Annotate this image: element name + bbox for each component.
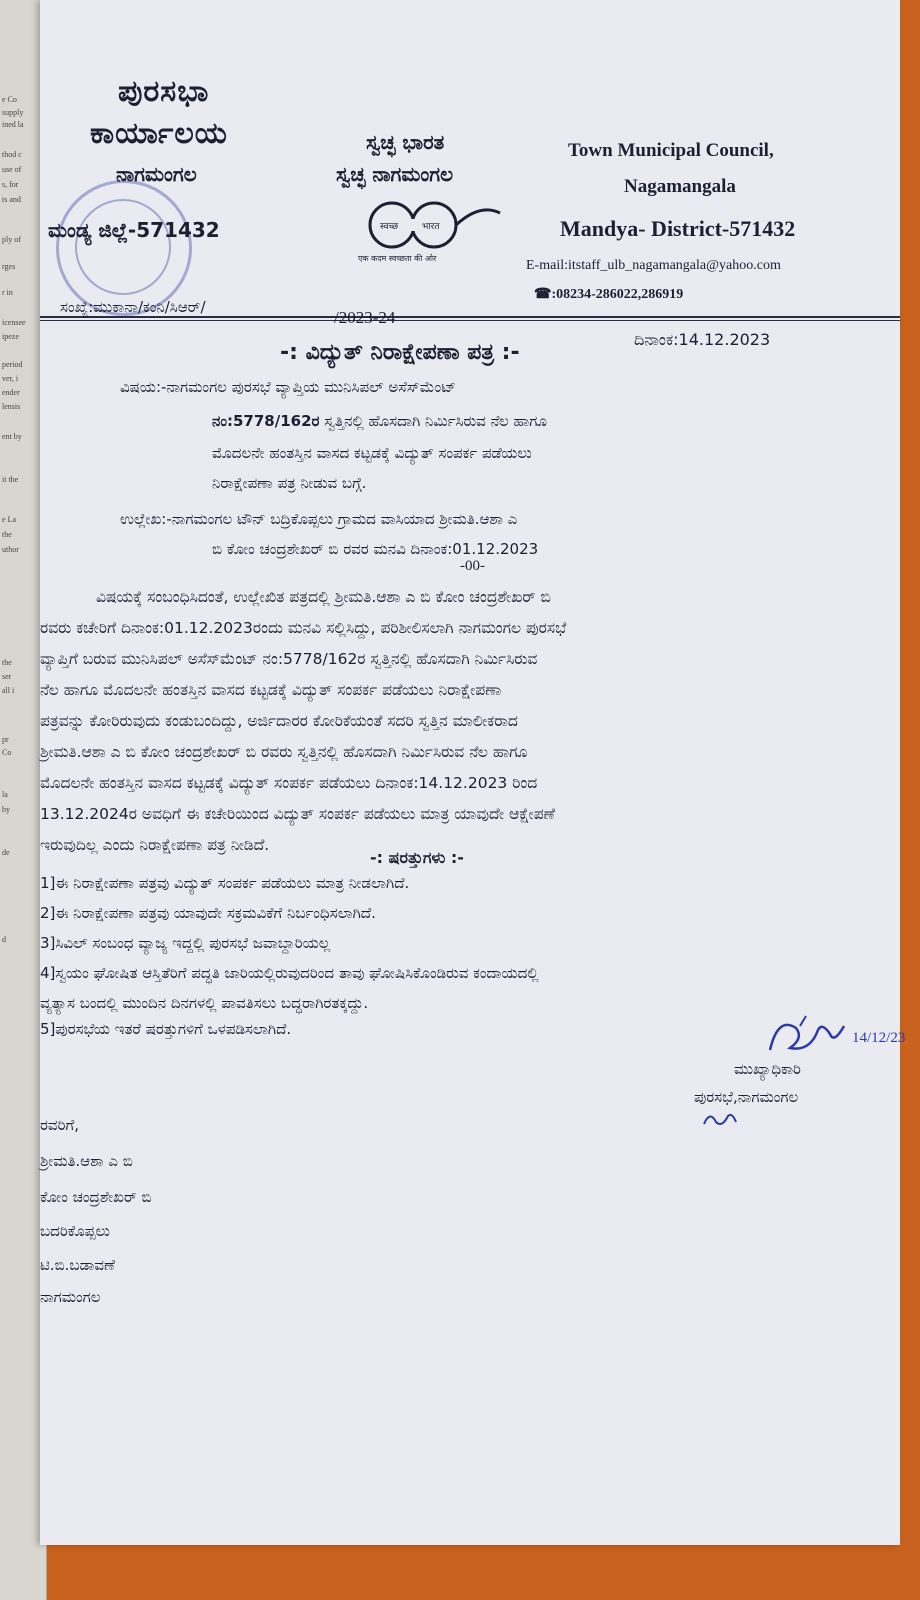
sheet-fragment: lensis [2,402,21,411]
district-english: Mandya- District-571432 [560,216,796,241]
sheet-fragment: e Co [2,95,17,104]
paragraph-line: ನೆಲ ಹಾಗೂ ಮೊದಲನೇ ಹಂತಸ್ತಿನ ವಾಸದ ಕಟ್ಟಡಕ್ಕೆ ವಿದ್ಯುತ್ ಸಂಪರ್ಕ ಪಡೆಯಲು ನಿರಾಕ್ಷೇಪಣಾ [40,681,502,699]
sheet-fragment: ser [2,672,12,681]
sheet-fragment: icensee [2,318,26,327]
sheet-fragment: pr [2,735,9,744]
district-kannada: ಮಂಡ್ಯ ಜಿಲ್ಲೆ-571432 [48,218,220,242]
sheet-fragment: s, for [2,180,19,189]
subject-line-3: ಮೊದಲನೇ ಹಂತಸ್ತಿನ ವಾಸದ ಕಟ್ಟಡಕ್ಕೆ ವಿದ್ಯುತ್ ಸಂಪರ್ಕ ಪಡೆಯಲು [212,444,532,462]
swachh-bharat-label: ಸ್ವಚ್ಛ ಭಾರತ [366,130,445,154]
sheet-fragment: ender [2,388,20,397]
sheet-fragment: ts and [2,195,21,204]
paragraph-line: ವಿಷಯಕ್ಕೆ ಸಂಬಂಧಿಸಿದಂತೆ, ಉಲ್ಲೇಖಿತ ಪತ್ರದಲ್ಲಿ ಶ್ರೀಮತಿ.ಆಶಾ ಎ ಬಿ ಕೋಂ ಚಂದ್ರಶೇಖರ್ ಬಿ [96,588,551,606]
recipient-line: ಶ್ರೀಮತಿ.ಆಶಾ ಎ ಬಿ [40,1152,133,1170]
signatory-designation: ಮುಖ್ಯಾಧಿಕಾರಿ [734,1060,801,1078]
recipient-line: ರವರಿಗೆ, [40,1116,79,1134]
initial-mark [700,1108,740,1130]
paragraph-line: ಶ್ರೀಮತಿ.ಆಶಾ ಎ ಬಿ ಕೋಂ ಚಂದ್ರಶೇಖರ್ ಬಿ ರವರು ಸ್ವತ್ತಿನಲ್ಲಿ ಹೊಸದಾಗಿ ನಿರ್ಮಿಸಿರುವ ನೆಲ ಹಾಗೂ [40,743,528,761]
subject-line-1: ವಿಷಯ:-ನಾಗಮಂಗಲ ಪುರಸಭೆ ವ್ಯಾಪ್ತಿಯ ಮುನಿಸಿಪಲ್ ಅಸೆಸ್‌ಮೆಂಟ್ [120,378,456,396]
reference-line-1: ಉಲ್ಲೇಖ:-ನಾಗಮಂಗಲ ಟೌನ್ ಬದ್ರಿಕೊಪ್ಪಲು ಗ್ರಾಮದ ವಾಸಿಯಾದ ಶ್ರೀಮತಿ.ಆಶಾ ಎ [120,510,518,528]
paragraph-line: ಇರುವುದಿಲ್ಲ ಎಂದು ನಿರಾಕ್ಷೇಪಣಾ ಪತ್ರ ನೀಡಿದೆ. [40,836,270,854]
phone-line: ☎:08234-286022,286919 [534,287,684,302]
header-rule [40,316,900,318]
logo-word-1: स्वच्छ [380,222,399,232]
condition-item: 2]ಈ ನಿರಾಕ್ಷೇಪಣಾ ಪತ್ರವು ಯಾವುದೇ ಸಕ್ರಮವಿಕೆಗೆ ನಿರ್ಬಂಧಿಸಲಾಗಿದೆ. [40,904,376,922]
officer-signature [760,1008,920,1068]
recipient-line: ಟಿ.ಬಿ.ಬಡಾವಣೆ [40,1256,115,1274]
sheet-fragment: uthor [2,545,19,554]
recipient-line: ಕೋಂ ಚಂದ್ರಶೇಖರ್ ಬಿ [40,1188,152,1206]
condition-item: 1]ಈ ನಿರಾಕ್ಷೇಪಣಾ ಪತ್ರವು ವಿದ್ಯುತ್ ಸಂಪರ್ಕ ಪಡೆಯಲು ಮಾತ್ರ ನೀಡಲಾಗಿದೆ. [40,874,410,892]
subject-line-2: ನಂ:5778/162ರ ಸ್ವತ್ತಿನಲ್ಲಿ ಹೊಸದಾಗಿ ನಿರ್ಮಿಸಿರುವ ನೆಲ ಹಾಗೂ [212,412,547,430]
office-title-kannada: ಕಾರ್ಯಾಲಯ [90,116,228,151]
town-name-english: Nagamangala [624,176,736,197]
condition-item: ವ್ಯತ್ಯಾಸ ಬಂದಲ್ಲಿ ಮುಂದಿನ ದಿನಗಳಲ್ಲಿ ಪಾವತಿಸಲು ಬದ್ಧರಾಗಿರತಕ್ಕದ್ದು. [40,994,369,1012]
sheet-fragment: ver, i [2,374,19,383]
sheet-fragment: de [2,848,10,857]
sheet-fragment: e La [2,515,16,524]
subject-line-4: ನಿರಾಕ್ಷೇಪಣಾ ಪತ್ರ ನೀಡುವ ಬಗ್ಗೆ. [212,474,367,492]
letter-page [40,0,906,1545]
header-rule-thin [40,320,900,321]
sheet-fragment: thod c [2,150,22,159]
office-name-kannada: ಪುರಸಭಾ [118,74,210,109]
sheet-fragment: the [2,530,12,539]
sheet-fragment: the [2,658,12,667]
sheet-fragment: period [2,360,23,369]
condition-item: 4]ಸ್ವಯಂ ಘೋಷಿತ ಆಸ್ತಿತೆರಿಗೆ ಪದ್ಧತಿ ಜಾರಿಯಲ್ಲಿರುವುದರಿಂದ ತಾವು ಘೋಷಿಸಿಕೊಂಡಿರುವ ಕಂದಾಯದಲ್ಲಿ [40,964,539,982]
letter-date: ದಿನಾಂಕ:14.12.2023 [634,330,771,349]
sheet-fragment: r in [2,288,13,297]
sheet-fragment: supply [2,108,24,117]
email-line: E-mail:itstaff_ulb_nagamangala@yahoo.com [526,258,781,273]
council-name-english: Town Municipal Council, [568,140,774,161]
sheet-fragment: use of [2,165,22,174]
swachh-nagamangala-label: ಸ್ವಚ್ಛ ನಾಗಮಂಗಲ [336,162,454,186]
signature-date: 14/12/23 [852,1030,906,1046]
sheet-fragment: it the [2,475,19,484]
sheet-fragment: d [2,935,6,944]
sheet-fragment: Co [2,748,12,757]
sheet-fragment: la [2,790,8,799]
sheet-fragment: ent by [2,432,22,441]
swachh-bharat-logo [330,195,540,270]
sheet-fragment: ipeze [2,332,19,341]
paragraph-line: 13.12.2024ರ ಅವಧಿಗೆ ಈ ಕಚೇರಿಯಿಂದ ವಿದ್ಯುತ್ ಸಂಪರ್ಕ ಪಡೆಯಲು ಮಾತ್ರ ಯಾವುದೇ ಆಕ್ಷೇಪಣೆ [40,805,555,823]
paragraph-line: ಮೊದಲನೇ ಹಂತಸ್ತಿನ ವಾಸದ ಕಟ್ಟಡಕ್ಕೆ ವಿದ್ಯುತ್ ಸಂಪರ್ಕ ಪಡೆಯಲು ದಿನಾಂಕ:14.12.2023 ರಿಂದ [40,774,538,792]
logo-tagline: एक कदम स्वच्छता की ओर [358,254,437,263]
sheet-fragment: ply of [2,235,21,244]
office-seal-stamp [56,180,192,316]
reference-year: /2023-24 [334,308,396,327]
assessment-number: ನಂ:5778/162ರ [212,412,320,430]
condition-item: 3]ಸಿವಿಲ್ ಸಂಬಂಧ ವ್ಯಾಜ್ಯ ಇದ್ದಲ್ಲಿ ಪುರಸಭೆ ಜವಾಬ್ದಾರಿಯಲ್ಲ [40,934,331,952]
paragraph-line: ರವರು ಕಚೇರಿಗೆ ದಿನಾಂಕ:01.12.2023ರಂದು ಮನವಿ ಸಲ್ಲಿಸಿದ್ದು, ಪರಿಶೀಲಿಸಲಾಗಿ ನಾಗಮಂಗಲ ಪುರಸಭೆ [40,619,567,637]
conditions-heading: -: ಷರತ್ತುಗಳು :- [370,848,464,867]
sheet-fragment: all i [2,686,15,695]
logo-word-2: भारत [422,222,440,232]
sheet-fragment: ined la [2,120,24,129]
seal-inner-ring [75,199,171,295]
divider-mark: -00- [460,558,485,574]
reference-line-2: ಬಿ ಕೋಂ ಚಂದ್ರಶೇಖರ್ ಬಿ ರವರ ಮನವಿ ದಿನಾಂಕ:01.12.2023 [212,540,539,558]
signatory-office: ಪುರಸಭೆ,ನಾಗಮಂಗಲ [694,1088,799,1106]
paragraph-line: ವ್ಯಾಪ್ತಿಗೆ ಬರುವ ಮುನಿಸಿಪಲ್ ಅಸೆಸ್‌ಮೆಂಟ್ ನಂ:5778/162ರ ಸ್ವತ್ತಿನಲ್ಲಿ ಹೊಸದಾಗಿ ನಿರ್ಮಿಸಿರುವ [40,650,538,668]
document-title: -: ವಿದ್ಯುತ್ ನಿರಾಕ್ಷೇಪಣಾ ಪತ್ರ :- [280,340,520,365]
paragraph-line: ಪತ್ರವನ್ನು ಕೋರಿರುವುದು ಕಂಡುಬಂದಿದ್ದು, ಅರ್ಜಿದಾರರ ಕೋರಿಕೆಯಂತೆ ಸದರಿ ಸ್ವತ್ತಿನ ಮಾಲೀಕರಾದ [40,712,518,730]
recipient-line: ಬದರಿಕೊಪ್ಪಲು [40,1222,110,1240]
sheet-fragment: by [2,805,10,814]
town-name-kannada: ನಾಗಮಂಗಲ [116,162,197,186]
reference-number: ಸಂಖ್ಯೆ:ಮುಕಾನಾ/ಕಂನಿ/ಸಿಆರ್/ [60,298,206,316]
condition-item: 5]ಪುರಸಭೆಯ ಇತರೆ ಷರತ್ತುಗಳಿಗೆ ಒಳಪಡಿಸಲಾಗಿದೆ. [40,1020,292,1038]
sheet-fragment: rges [2,262,16,271]
recipient-line: ನಾಗಮಂಗಲ [40,1288,101,1306]
